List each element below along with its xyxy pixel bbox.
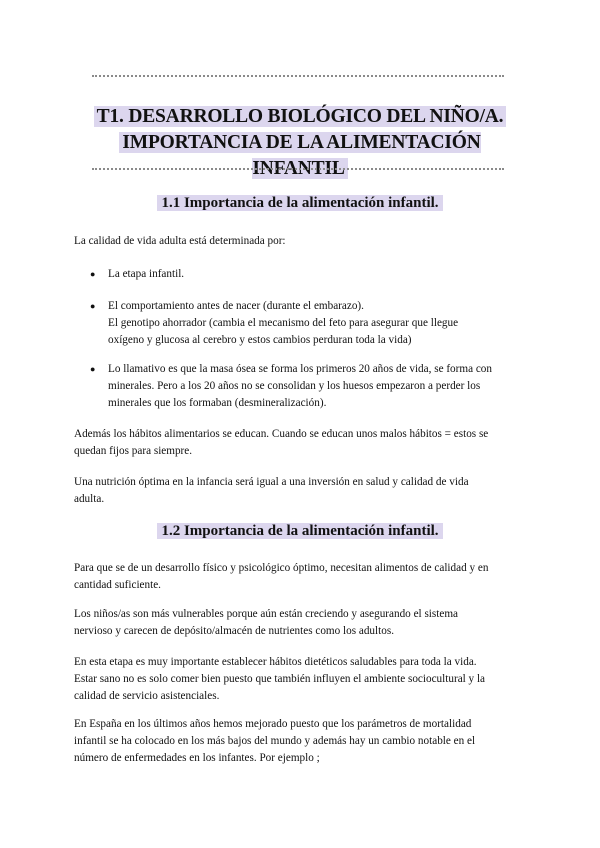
section-2-paragraph-1 bbox=[74, 560, 526, 594]
list-item-line: oxígeno y glucosa al cerebro y estos cambios perduran toda la vida) bbox=[108, 334, 412, 346]
paragraph-line: En esta etapa es muy importante establecer hábitos dietéticos saludables para toda la vida. bbox=[74, 656, 477, 668]
list-item-line: minerales. Pero a los 20 años no se consolidan y los huesos empezaron a perder los bbox=[108, 380, 481, 392]
list-item-line: Lo llamativo es que la masa ósea se forma los primeros 20 años de vida, se forma con bbox=[108, 363, 492, 375]
title-line-1: T1. DESARROLLO BIOLÓGICO DEL NIÑO/A. bbox=[94, 106, 507, 127]
section-2-heading bbox=[80, 521, 520, 541]
section-2-heading-text: 1.2 Importancia de la alimentación infantil. bbox=[157, 523, 442, 539]
list-item-line: El comportamiento antes de nacer (durante el embarazo). bbox=[108, 300, 364, 312]
document-title bbox=[80, 104, 520, 182]
section-1-heading-text: 1.1 Importancia de la alimentación infantil. bbox=[157, 195, 442, 211]
paragraph-line: Para que se de un desarrollo físico y psicológico óptimo, necesitan alimentos de calidad y en bbox=[74, 562, 489, 574]
list-item-line: La etapa infantil. bbox=[108, 268, 185, 280]
bottom-dotted-rule bbox=[92, 168, 504, 170]
paragraph-line: adulta. bbox=[74, 493, 105, 505]
list-item bbox=[108, 266, 524, 283]
paragraph-line: Estar sano no es solo comer bien puesto que también influyen el ambiente sociocultural y la bbox=[74, 673, 486, 685]
paragraph-line: Una nutrición óptima en la infancia será igual a una inversión en salud y calidad de vida bbox=[74, 476, 469, 488]
section-2-paragraph-2 bbox=[74, 606, 526, 640]
top-dotted-rule bbox=[92, 75, 504, 77]
bullet-marker: ● bbox=[90, 269, 96, 279]
section-1-paragraph-1 bbox=[74, 426, 526, 460]
list-item-line: minerales que los formaban (desmineralización). bbox=[108, 397, 327, 409]
paragraph-line: número de enfermedades en los infantes. Por ejemplo ; bbox=[74, 752, 320, 764]
paragraph-line: infantil se ha colocado en los más bajos del mundo y además hay un cambio notable en el bbox=[74, 735, 476, 747]
paragraph-line: cantidad suficiente. bbox=[74, 579, 161, 591]
paragraph-line: Además los hábitos alimentarios se educan. Cuando se educan unos malos hábitos = estos se bbox=[74, 428, 489, 440]
paragraph-line: nervioso y carecen de depósito/almacén de nutrientes como los adultos. bbox=[74, 625, 394, 637]
title-line-2: IMPORTANCIA DE LA ALIMENTACIÓN INFANTIL bbox=[119, 132, 480, 179]
section-2-paragraph-4 bbox=[74, 716, 526, 767]
paragraph-line: quedan fijos para siempre. bbox=[74, 445, 193, 457]
section-1-intro: La calidad de vida adulta está determinada por: bbox=[74, 235, 286, 247]
section-1-paragraph-2 bbox=[74, 474, 526, 508]
bullet-marker: ● bbox=[90, 364, 96, 374]
paragraph-line: Los niños/as son más vulnerables porque aún están creciendo y asegurando el sistema bbox=[74, 608, 458, 620]
paragraph-line: calidad de servicio asistenciales. bbox=[74, 690, 220, 702]
section-2-paragraph-3 bbox=[74, 654, 526, 705]
list-item bbox=[108, 298, 524, 349]
list-item-line: El genotipo ahorrador (cambia el mecanismo del feto para asegurar que llegue bbox=[108, 317, 459, 329]
bullet-marker: ● bbox=[90, 301, 96, 311]
list-item bbox=[108, 361, 524, 412]
section-1-heading bbox=[80, 193, 520, 213]
paragraph-line: En España en los últimos años hemos mejorado puesto que los parámetros de mortalidad bbox=[74, 718, 472, 730]
